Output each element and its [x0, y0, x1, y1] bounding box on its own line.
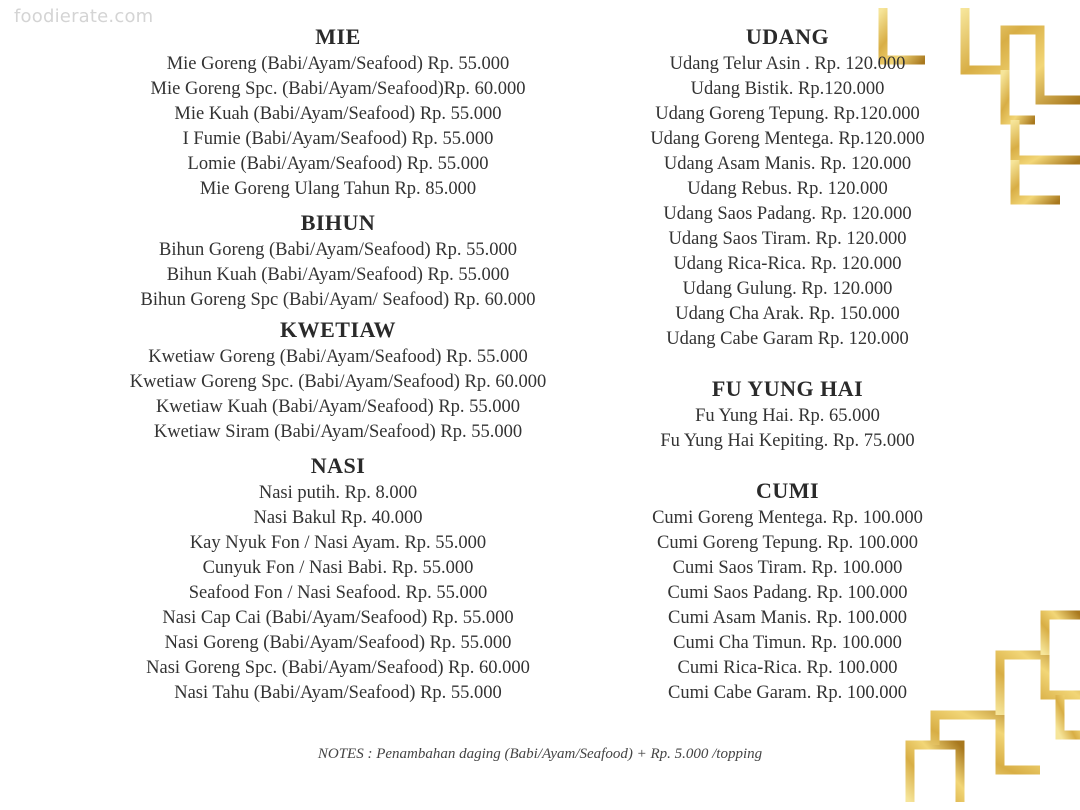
section-heading: NASI [310, 453, 366, 478]
right-menu-column [620, 22, 955, 706]
menu-item: Cunyuk Fon / Nasi Babi. Rp. 55.000 [202, 558, 474, 578]
menu-section-udang [620, 22, 955, 352]
menu-item: Udang Rebus. Rp. 120.000 [687, 179, 888, 199]
menu-item: Kwetiaw Goreng Spc. (Babi/Ayam/Seafood) Rp. 60.000 [129, 372, 547, 392]
menu-item: Kay Nyuk Fon / Nasi Ayam. Rp. 55.000 [189, 533, 487, 553]
menu-item: Cumi Cha Timun. Rp. 100.000 [673, 633, 902, 653]
menu-item: Fu Yung Hai Kepiting. Rp. 75.000 [660, 431, 915, 451]
menu-item: Mie Goreng Spc. (Babi/Ayam/Seafood)Rp. 60.000 [150, 79, 526, 99]
menu-section-mie [88, 22, 588, 202]
notes-label: NOTES : Penambahan daging (Babi/Ayam/Seafood) + Rp. 5.000 /topping [317, 746, 763, 762]
menu-item: Cumi Goreng Tepung. Rp. 100.000 [657, 533, 918, 553]
notes-text [0, 746, 1080, 763]
section-heading: BIHUN [300, 210, 376, 235]
menu-item: Udang Goreng Mentega. Rp.120.000 [650, 129, 925, 149]
menu-item: Udang Rica-Rica. Rp. 120.000 [673, 254, 902, 274]
menu-item: Nasi Bakul Rp. 40.000 [253, 508, 423, 528]
menu-item: Mie Goreng Ulang Tahun Rp. 85.000 [199, 179, 477, 199]
menu-item: Cumi Saos Padang. Rp. 100.000 [667, 583, 908, 603]
menu-item: Kwetiaw Goreng (Babi/Ayam/Seafood) Rp. 55.000 [148, 347, 528, 367]
menu-item: Cumi Goreng Mentega. Rp. 100.000 [652, 508, 923, 528]
menu-section-bihun [88, 208, 588, 313]
left-menu-column [88, 22, 588, 706]
menu-section-cumi [620, 476, 955, 706]
section-heading: KWETIAW [280, 317, 396, 342]
menu-item: Nasi Cap Cai (Babi/Ayam/Seafood) Rp. 55.000 [162, 608, 514, 628]
menu-item: Nasi Goreng Spc. (Babi/Ayam/Seafood) Rp. 60.000 [146, 658, 530, 678]
menu-item: I Fumie (Babi/Ayam/Seafood) Rp. 55.000 [182, 129, 494, 149]
menu-item: Udang Bistik. Rp.120.000 [690, 79, 885, 99]
menu-item: Mie Kuah (Babi/Ayam/Seafood) Rp. 55.000 [174, 104, 502, 124]
menu-item: Mie Goreng (Babi/Ayam/Seafood) Rp. 55.000 [166, 54, 510, 74]
menu-item: Udang Telur Asin . Rp. 120.000 [669, 54, 906, 74]
menu-item: Bihun Goreng (Babi/Ayam/Seafood) Rp. 55.000 [159, 240, 517, 260]
menu-item: Udang Cabe Garam Rp. 120.000 [666, 329, 909, 349]
section-heading: CUMI [755, 478, 820, 503]
menu-item: Udang Asam Manis. Rp. 120.000 [663, 154, 912, 174]
menu-section-fu-yung-hai [620, 374, 955, 454]
section-heading: FU YUNG HAI [711, 376, 864, 401]
menu-item: Kwetiaw Kuah (Babi/Ayam/Seafood) Rp. 55.000 [155, 397, 521, 417]
menu-item: Udang Saos Padang. Rp. 120.000 [663, 204, 912, 224]
menu-item: Nasi Goreng (Babi/Ayam/Seafood) Rp. 55.000 [164, 633, 512, 653]
menu-item: Seafood Fon / Nasi Seafood. Rp. 55.000 [188, 583, 488, 603]
menu-item: Udang Cha Arak. Rp. 150.000 [675, 304, 900, 324]
menu-item: Nasi Tahu (Babi/Ayam/Seafood) Rp. 55.000 [174, 683, 502, 703]
menu-item: Udang Goreng Tepung. Rp.120.000 [655, 104, 920, 124]
menu-section-nasi [88, 451, 588, 706]
menu-item: Lomie (Babi/Ayam/Seafood) Rp. 55.000 [187, 154, 489, 174]
menu-item: Nasi putih. Rp. 8.000 [258, 483, 418, 503]
menu-item: Cumi Asam Manis. Rp. 100.000 [668, 608, 907, 628]
menu-item: Cumi Cabe Garam. Rp. 100.000 [668, 683, 907, 703]
menu-item: Udang Gulung. Rp. 120.000 [682, 279, 893, 299]
menu-item: Bihun Goreng Spc (Babi/Ayam/ Seafood) Rp. 60.000 [140, 290, 536, 310]
menu-item: Bihun Kuah (Babi/Ayam/Seafood) Rp. 55.000 [166, 265, 510, 285]
menu-item: Cumi Saos Tiram. Rp. 100.000 [672, 558, 903, 578]
menu-item: Cumi Rica-Rica. Rp. 100.000 [677, 658, 898, 678]
watermark: foodierate.com [14, 6, 154, 27]
section-heading: UDANG [745, 24, 830, 49]
menu-item: Kwetiaw Siram (Babi/Ayam/Seafood) Rp. 55.000 [153, 422, 523, 442]
section-heading: MIE [315, 24, 361, 49]
menu-section-kwetiaw [88, 315, 588, 445]
menu-item: Fu Yung Hai. Rp. 65.000 [695, 406, 880, 426]
menu-item: Udang Saos Tiram. Rp. 120.000 [668, 229, 907, 249]
